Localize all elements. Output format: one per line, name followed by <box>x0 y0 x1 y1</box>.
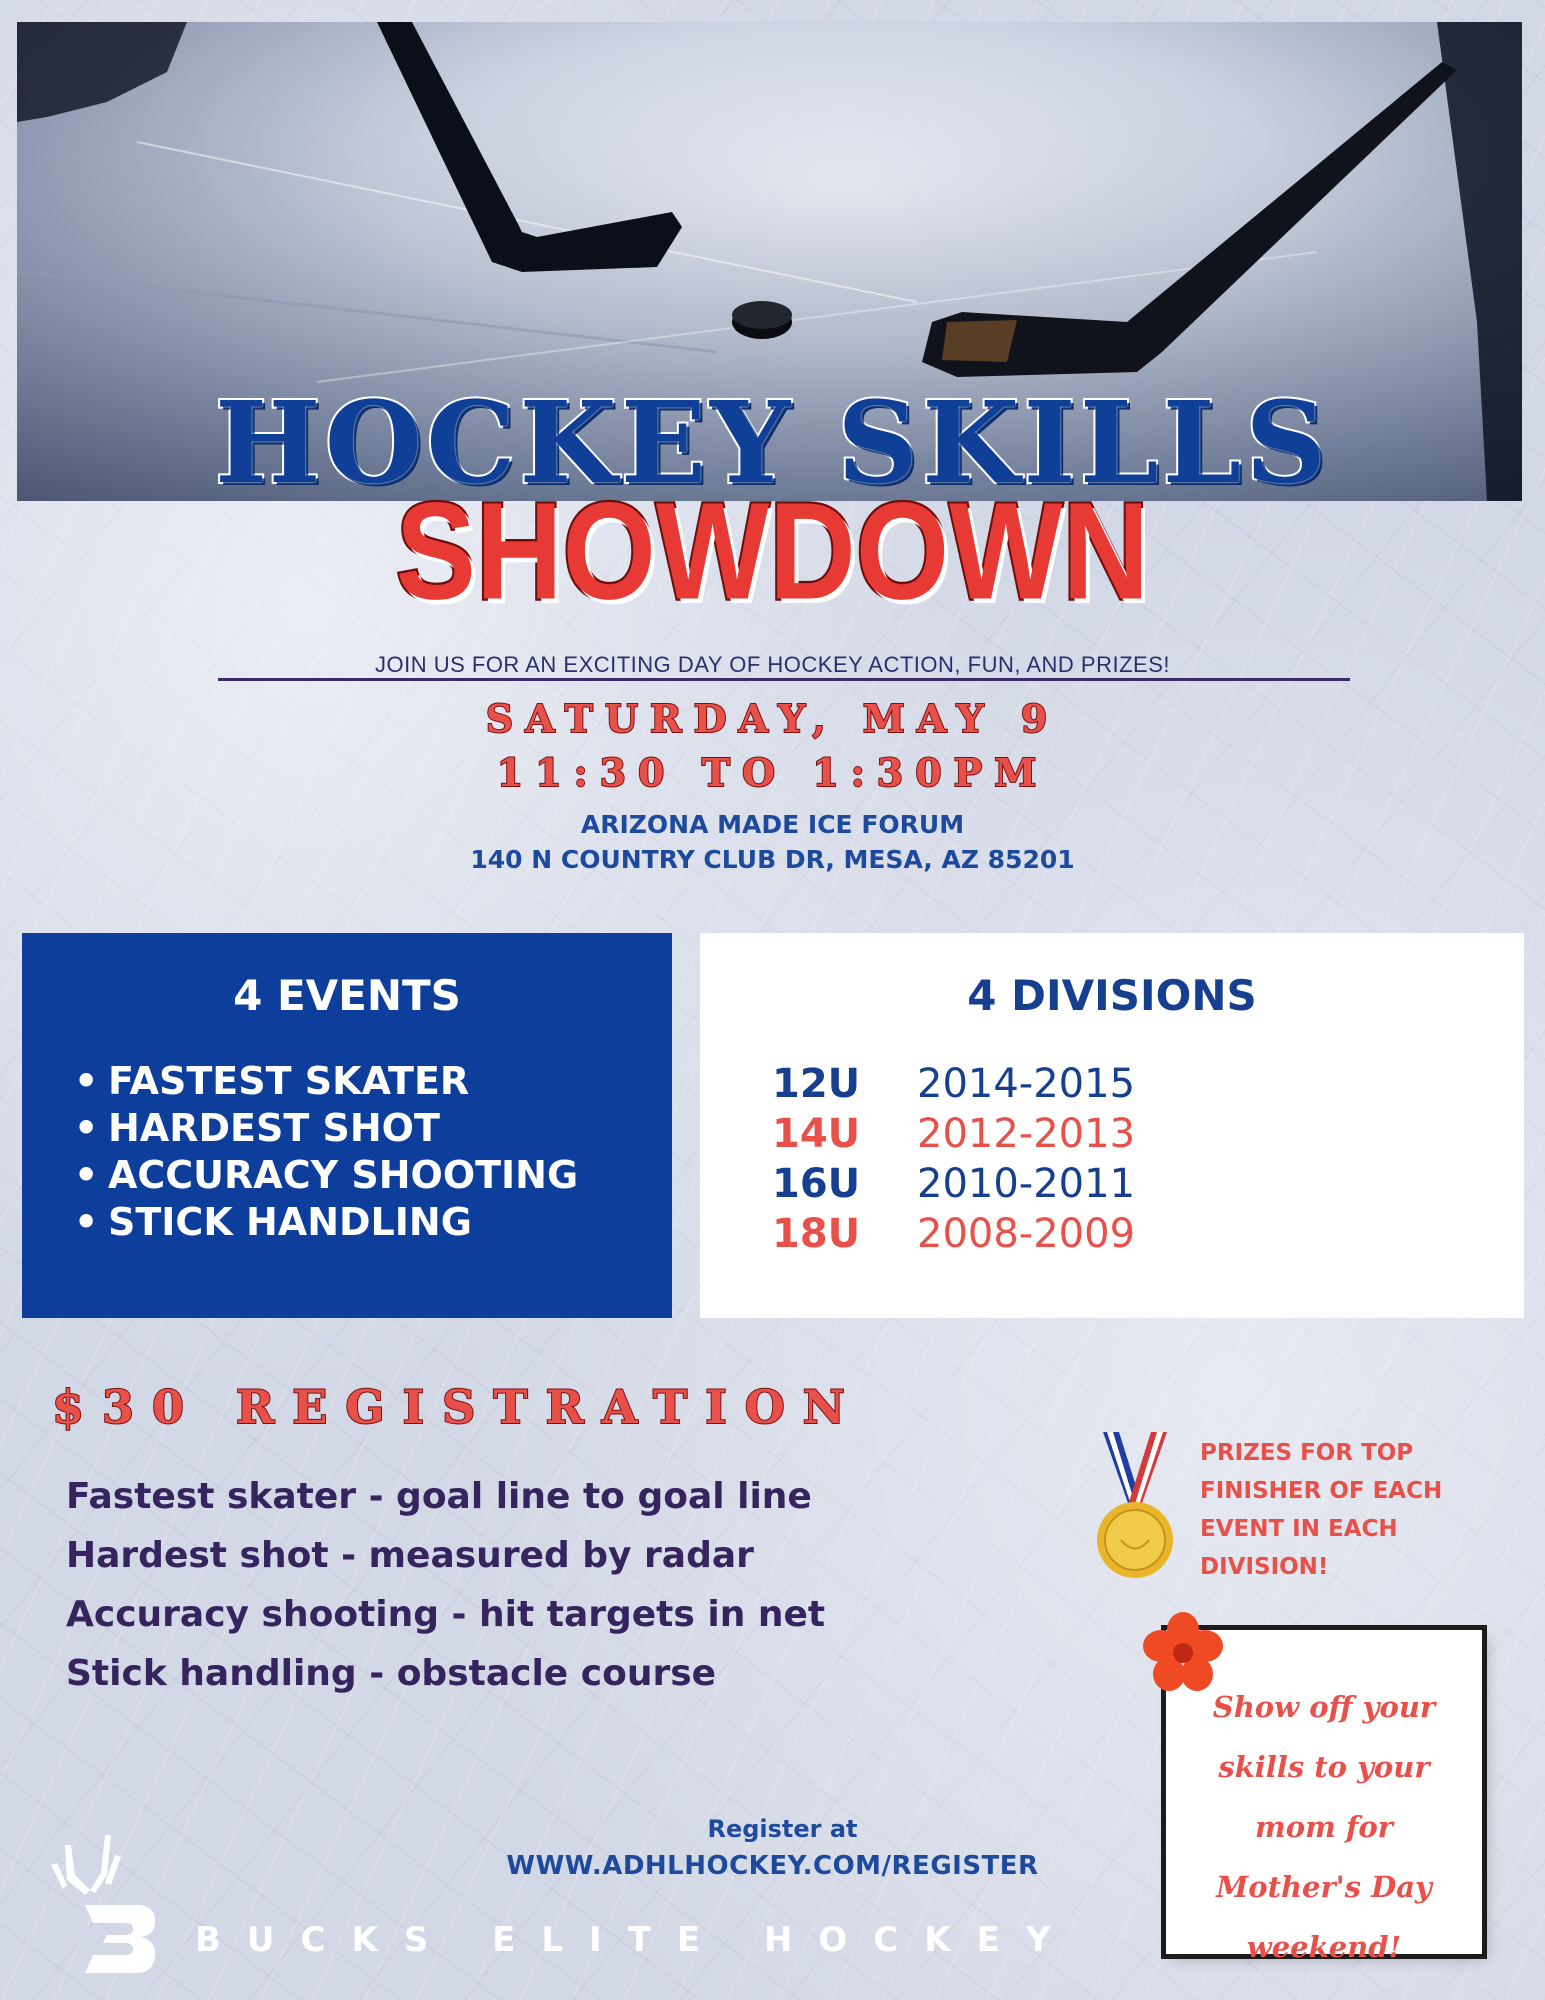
list-item: Fastest skater - goal line to goal line <box>66 1476 812 1517</box>
division-age: 14U <box>772 1111 861 1157</box>
events-title: 4 EVENTS <box>233 971 461 1020</box>
flower-icon <box>1142 1612 1224 1694</box>
event-venue: ARIZONA MADE ICE FORUM <box>580 810 965 839</box>
list-item: Hardest shot - measured by radar <box>66 1535 754 1576</box>
divisions-title: 4 DIVISIONS <box>967 971 1257 1020</box>
bullet-icon: • <box>74 1059 99 1103</box>
registration-list <box>66 1467 825 1703</box>
division-years: 2008-2009 <box>917 1211 1136 1257</box>
list-item: • ACCURACY SHOOTING <box>74 1153 579 1197</box>
list-item: • STICK HANDLING <box>74 1200 472 1244</box>
brand-name: BUCKS ELITE HOCKEY <box>195 1920 1077 1960</box>
division-years: 2012-2013 <box>917 1111 1136 1157</box>
tagline: JOIN US FOR AN EXCITING DAY OF HOCKEY ACTION, FUN, AND PRIZES! <box>374 652 1170 677</box>
mothers-day-text: Show off your skills to your mom for Mother's Day weekend! <box>1212 1690 1436 1964</box>
register-link[interactable]: WWW.ADHLHOCKEY.COM/REGISTER <box>506 1851 1039 1881</box>
division-age: 16U <box>772 1161 861 1207</box>
title-hockey-skills: HOCKEY SKILLS <box>214 378 1331 509</box>
event-address: 140 N COUNTRY CLUB DR, MESA, AZ 85201 <box>470 845 1075 874</box>
title-showdown: SHOWDOWN <box>395 474 1150 629</box>
events-panel <box>22 933 672 1318</box>
registration-title: $30 REGISTRATION <box>52 1380 863 1434</box>
event-date: SATURDAY, MAY 9 <box>485 696 1060 741</box>
list-item: Accuracy shooting - hit targets in net <box>66 1594 826 1635</box>
events-list <box>74 1058 578 1246</box>
medal-icon <box>1095 1432 1175 1584</box>
divisions-panel <box>700 933 1524 1318</box>
list-item: • FASTEST SKATER <box>74 1059 470 1103</box>
list-item: • HARDEST SHOT <box>74 1106 440 1150</box>
bullet-icon: • <box>74 1106 99 1150</box>
bullet-icon: • <box>74 1200 99 1244</box>
register-label: Register at <box>707 1815 858 1843</box>
tagline-underline <box>218 678 1350 681</box>
bullet-icon: • <box>74 1153 99 1197</box>
division-years: 2010-2011 <box>917 1161 1136 1207</box>
event-time: 11:30 TO 1:30PM <box>496 750 1049 795</box>
division-age: 18U <box>772 1211 861 1257</box>
prizes-text: PRIZES FOR TOP FINISHER OF EACH EVENT IN EACH DIVISION! <box>1200 1440 1443 1580</box>
list-item: Stick handling - obstacle course <box>66 1653 717 1694</box>
division-age: 12U <box>772 1061 861 1107</box>
division-years: 2014-2015 <box>917 1061 1136 1107</box>
bucks-antler-logo <box>45 1835 165 1975</box>
